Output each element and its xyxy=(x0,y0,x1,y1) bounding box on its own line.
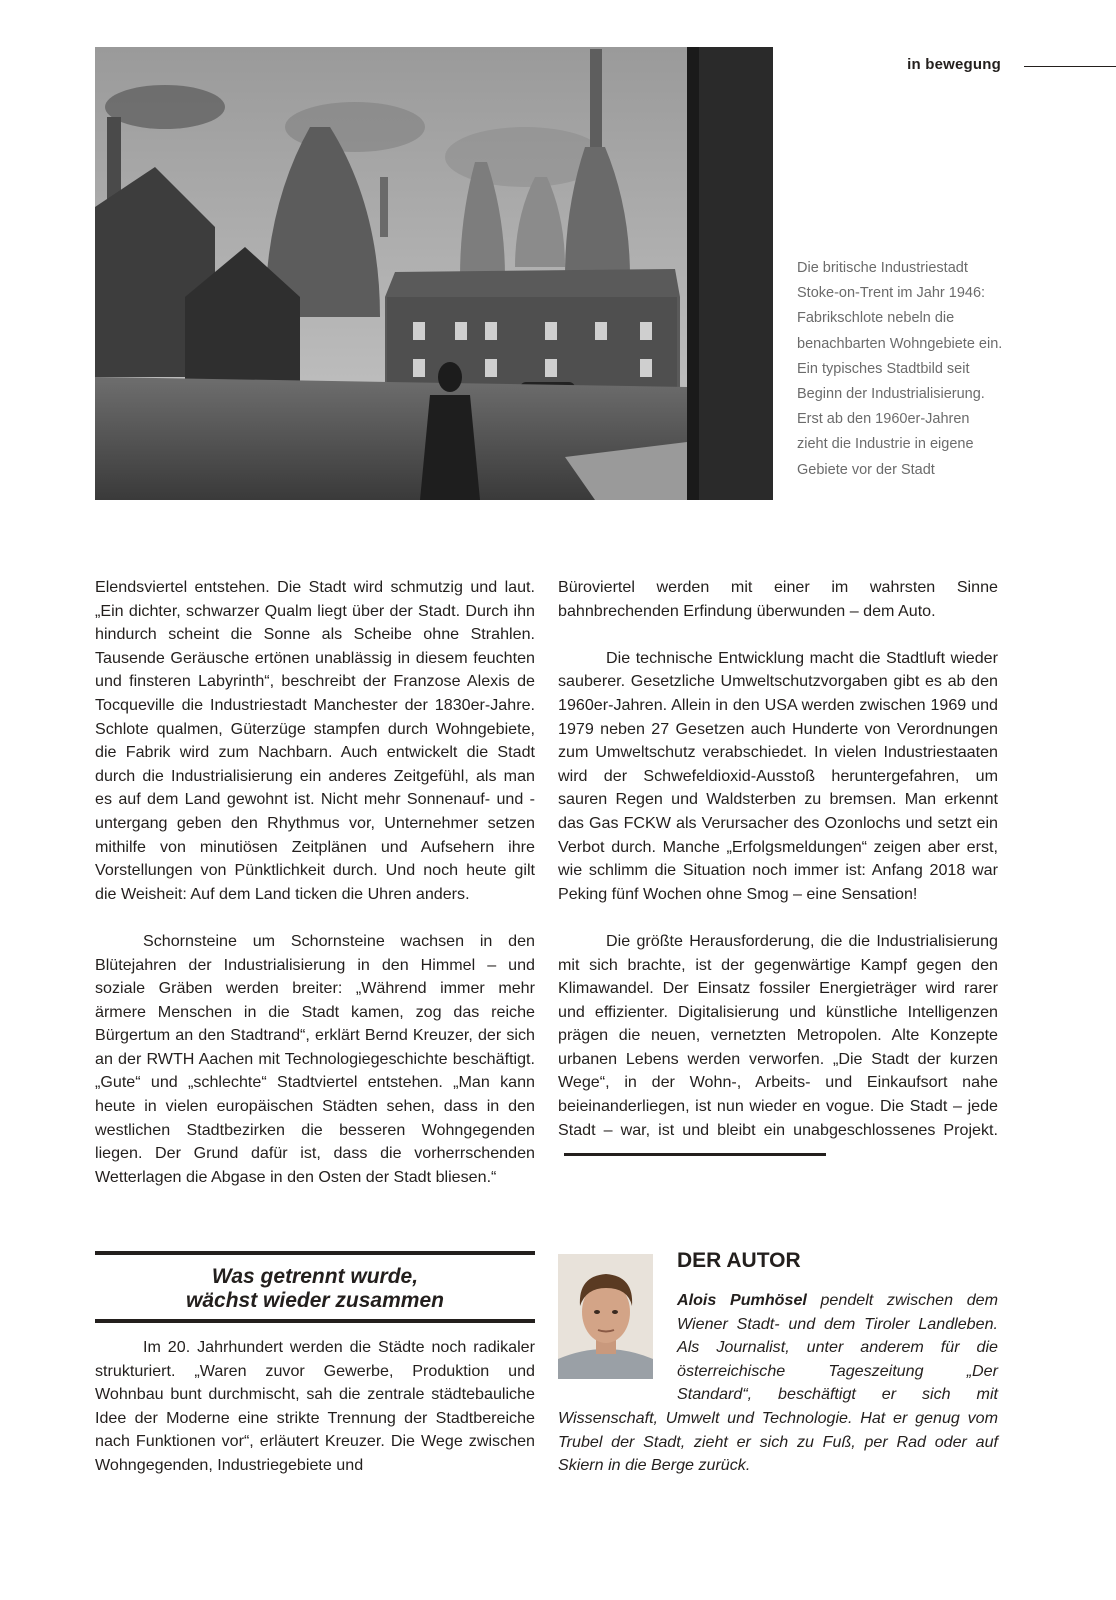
industrial-city-photo xyxy=(95,47,773,500)
article-paragraph: Büroviertel werden mit einer im wahrsten Sinne bahnbrechenden Erfindung überwunden – dem Auto. xyxy=(558,578,998,620)
portrait-spacer xyxy=(558,1247,677,1387)
article-column-right xyxy=(558,576,998,1166)
author-heading: DER AUTOR xyxy=(677,1249,801,1272)
section-heading xyxy=(95,1265,535,1313)
article-paragraph xyxy=(558,930,998,1166)
article-column-left-lower xyxy=(95,1336,535,1478)
section-heading-line: Was getrennt wurde, xyxy=(211,1265,419,1288)
article-paragraph: Schornsteine um Schornsteine wachsen in den Blütejahren der Industrialisierung in den Himmel – und soziale Gräben werden breiter: „Während immer mehr ärmere Menschen in die Stadt kamen, zog das reiche Bürgertum an den Stadtrand“, erklärt Bernd Kreuzer, der sich an der RWTH Aachen mit Technologiegeschichte beschäftigt. „Gute“ und „schlechte“ Stadtviertel entstehen. „Man kann heute in vielen europäischen Städten sehen, dass in den westlichen Stadtbezirken die besseren Wohngegenden liegen. Der Grund dafür ist, dass die vorherrschenden Wetterlagen die Abgase in den Osten der Stadt bliesen.“ xyxy=(95,931,535,1186)
article-column-left xyxy=(95,576,535,1189)
article-paragraph: Die technische Entwicklung macht die Stadtluft wieder sauberer. Gesetzliche Umweltschutzvorgaben gibt es ab den 1960er-Jahren. Allein in den USA werden zwischen 1969 und 1979 neben 27 Gesetzen auch Hunderte von Verordnungen zum Umweltschutz verabschiedet. In vielen Industriestaaten wird der Schwefeldioxid-Ausstoß heruntergefahren, um sauren Regen und Waldsterben zu bremsen. Man erkennt das Gas FCKW als Verursacher des Ozonlochs und setzt ein Verbot durch. Manche „Erfolgsmeldungen“ zeigen aber erst, wie schlimm die Situation noch immer ist: Anfang 2018 war Peking fünf Wochen ohne Smog – eine Sensation! xyxy=(558,648,998,903)
section-heading-box xyxy=(95,1251,535,1323)
photo-caption: Die britische Industriestadt Stoke-on-Trent im Jahr 1946: Fabrikschlote nebeln die benachbarten Wohngebiete ein. Ein typisches Stadtbild seit Beginn der Industrialisierung. Erst ab den 1960er-Jahren zieht die Industrie in eigene Gebiete vor der Stadt xyxy=(797,260,1003,478)
section-label: in bewegung xyxy=(907,56,1001,73)
author-box xyxy=(558,1247,998,1478)
final-paragraph-text: Die größte Herausforderung, die die Industrialisierung mit sich brachte, ist der gegenwärtige Kampf gegen den Klimawandel. Der Einsatz fossiler Energieträger wird rarer und effizienter. Digitalisierung und künstliche Intelligenzen prägen die neuen, vernetzten Metropolen. Alte Konzepte urbanen Lebens werden verworfen. „Die Stadt der kurzen Wege“, in der Wohn-, Arbeits- und Einkaufsort nahe beieinanderliegen, ist nun wieder en vogue. Die Stadt – jede Stadt – war, ist und bleibt ein unabgeschlossenes Projekt. xyxy=(558,931,998,1139)
author-name: Alois Pumhösel xyxy=(677,1291,807,1309)
article-paragraph: Elendsviertel entstehen. Die Stadt wird schmutzig und laut. „Ein dichter, schwarzer Qualm liegt über der Stadt. Durch ihn hindurch scheint die Sonne als Scheibe ohne Strahlen. Tausende Geräusche ertönen unablässig in diesem feuchten und finsteren Labyrinth“, beschreibt der Franzose Alexis de Tocqueville die Industriestadt Manchester der 1830er-Jahre. Schlote qualmen, Güterzüge stampfen durch Wohngebiete, die Fabrik wird zum Nachbarn. Auch entwickelt die Stadt durch die Industrialisierung ein anderes Zeitgefühl, als man es auf dem Land gewohnt ist. Nicht mehr Sonnenauf- und -untergang geben den Rhythmus vor, Unternehmer setzen mithilfe von minutiösen Zeitplänen und Aufsehern ihre Vorstellungen von Pünktlichkeit durch. Und noch heute gilt die Weisheit: Auf dem Land ticken die Uhren anders. xyxy=(95,578,535,903)
end-mark-rule xyxy=(564,1153,826,1156)
author-bio-text: pendelt zwischen dem Wiener Stadt- und dem Tiroler Landleben. Als Journalist, unter anderem für die österreichische Tageszeitung „Der Standard“, beschäftigt er sich mit Wissenschaft, Umwelt und Technologie. Hat er genug vom Trubel der Stadt, zieht er sich zu Fuß, per Rad oder auf Skiern in die Berge zurück. xyxy=(558,1291,998,1475)
section-heading-line: wächst wieder zusammen xyxy=(186,1289,444,1312)
header-rule xyxy=(1024,66,1116,67)
article-paragraph: Im 20. Jahrhundert werden die Städte noch radikaler strukturiert. „Waren zuvor Gewerbe, Produktion und Wohnbau bunt durchmischt, sah die zentrale städtebauliche Idee der Moderne eine strikte Trennung der Stadtbereiche nach Funktionen vor“, erläutert Kreuzer. Die Wege zwischen Wohngegenden, Industriegebiete und xyxy=(95,1338,535,1474)
